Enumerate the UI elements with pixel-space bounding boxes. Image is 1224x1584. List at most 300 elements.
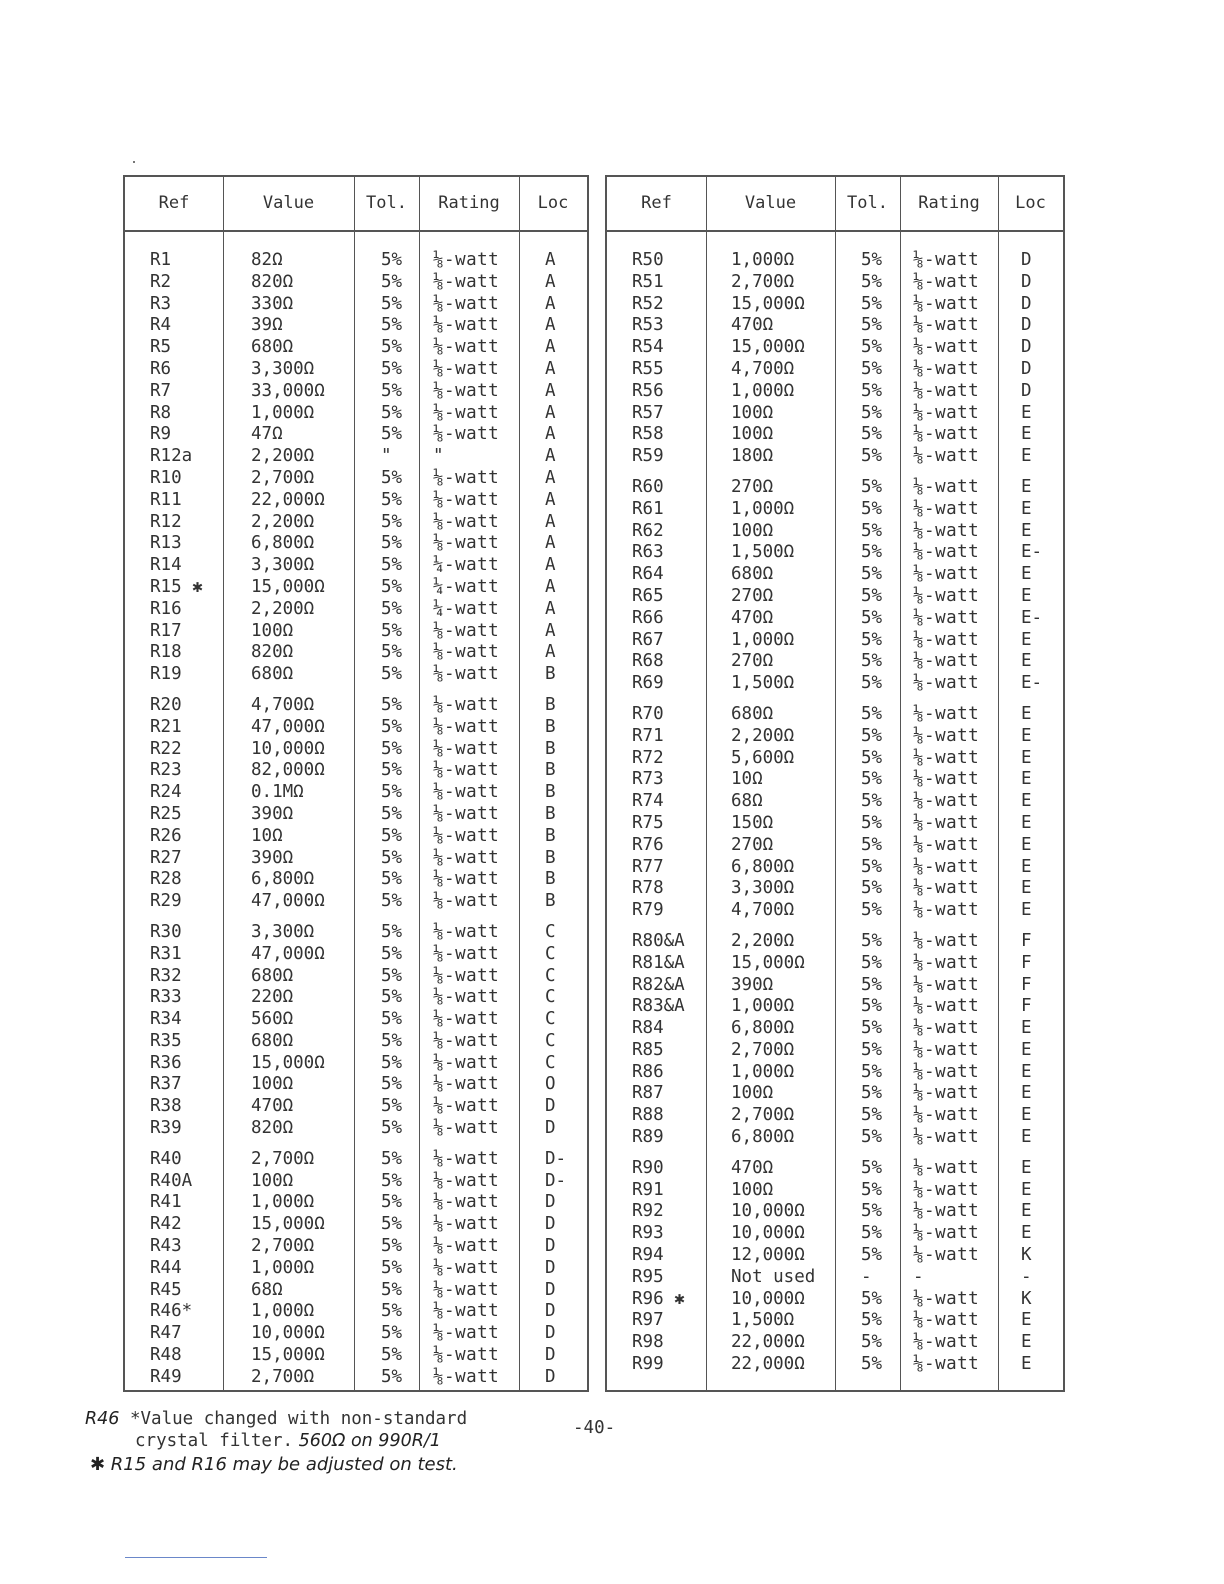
cell-value: 39Ω (251, 315, 283, 336)
row-group (607, 477, 1063, 695)
cell-rating: ⅛-watt (433, 1052, 500, 1073)
cell-tol: 5% (381, 738, 403, 759)
cell-tol: - (861, 1266, 872, 1287)
cell-ref: R81&A (632, 952, 685, 973)
cell-loc: D (1021, 293, 1032, 314)
cell-loc: D (545, 1257, 556, 1278)
cell-tol: 5% (861, 1245, 883, 1266)
header-tol: Tol. (847, 193, 888, 213)
resistor-table-left (123, 175, 589, 1392)
cell-loc: E (1021, 1201, 1032, 1222)
table-row (125, 1323, 587, 1345)
table-row (125, 944, 587, 966)
cell-ref: R68 (632, 651, 664, 672)
cell-ref: R65 (632, 585, 664, 606)
cell-rating: ⅛-watt (913, 791, 980, 812)
cell-rating: ⅛-watt (433, 869, 500, 890)
table-row (607, 835, 1063, 857)
cell-value: 6,800Ω (731, 1127, 795, 1148)
cell-ref: R7 (150, 380, 172, 401)
cell-rating: ⅛-watt (433, 1279, 500, 1300)
cell-tol: 5% (381, 1052, 403, 1073)
cell-rating: ⅛-watt (433, 1345, 500, 1366)
cell-ref: R48 (150, 1345, 182, 1366)
cell-tol: 5% (381, 1096, 403, 1117)
table-row (607, 521, 1063, 543)
cell-loc: D (545, 1279, 556, 1300)
cell-loc: B (545, 694, 556, 715)
cell-ref: R45 (150, 1279, 182, 1300)
cell-value: 820Ω (251, 271, 294, 292)
cell-loc: B (545, 803, 556, 824)
table-row (125, 1031, 587, 1053)
cell-rating: ⅛-watt (433, 489, 500, 510)
cell-ref: R61 (632, 498, 664, 519)
cell-rating: ⅛-watt (433, 738, 500, 759)
cell-ref: R39 (150, 1118, 182, 1139)
cell-loc: E (1021, 1354, 1032, 1375)
cell-loc: C (545, 1030, 556, 1051)
cell-value: 1,000Ω (731, 1061, 795, 1082)
cell-rating: ⅛-watt (433, 1030, 500, 1051)
cell-loc: A (545, 337, 556, 358)
cell-tol: 5% (381, 1118, 403, 1139)
cell-ref: R6 (150, 358, 172, 379)
cell-tol: 5% (861, 1039, 883, 1060)
cell-rating: " (433, 446, 445, 467)
cell-rating: ⅛-watt (433, 760, 500, 781)
cell-value: 2,200Ω (251, 446, 315, 467)
cell-ref: R1 (150, 250, 172, 270)
cell-tol: 5% (861, 1127, 883, 1148)
cell-tol: 5% (861, 607, 883, 628)
cell-value: 2,200Ω (731, 725, 795, 746)
cell-loc: E (1021, 812, 1032, 833)
cell-value: 10,000Ω (251, 1323, 325, 1344)
cell-value: 1,000Ω (251, 1301, 315, 1322)
cell-loc: B (545, 782, 556, 803)
cell-loc: B (545, 825, 556, 846)
table-row (125, 381, 587, 403)
cell-value: 47,000Ω (251, 943, 325, 964)
cell-value: 100Ω (731, 1083, 774, 1104)
cell-ref: R33 (150, 987, 182, 1008)
cell-loc: A (545, 511, 556, 532)
cell-loc: E (1021, 1083, 1032, 1104)
cell-loc: E (1021, 1127, 1032, 1148)
cell-ref: R27 (150, 847, 182, 868)
cell-rating: ⅛-watt (433, 271, 500, 292)
cell-ref: R10 (150, 467, 182, 488)
cell-value: 10,000Ω (731, 1201, 805, 1222)
row-group (125, 695, 587, 913)
cell-rating: ⅛-watt (433, 424, 500, 445)
cell-loc: B (545, 716, 556, 737)
cell-ref: R92 (632, 1201, 664, 1222)
cell-tol: 5% (381, 1366, 403, 1387)
cell-tol: 5% (861, 703, 883, 724)
cell-loc: F (1021, 930, 1032, 951)
table-row (607, 900, 1063, 922)
cell-loc: E (1021, 900, 1032, 921)
cell-ref: R18 (150, 642, 182, 663)
footer-rule (125, 1557, 267, 1558)
cell-loc: D (545, 1192, 556, 1213)
cell-tol: 5% (861, 629, 883, 650)
cell-loc: B (545, 664, 556, 685)
table-row (607, 975, 1063, 997)
cell-ref: R60 (632, 476, 664, 497)
cell-tol: 5% (861, 1157, 883, 1178)
table-row (607, 953, 1063, 975)
table-row (125, 826, 587, 848)
cell-rating: ⅛-watt (433, 987, 500, 1008)
cell-loc: E (1021, 791, 1032, 812)
cell-rating: ⅛-watt (913, 564, 980, 585)
cell-rating: ⅛-watt (913, 607, 980, 628)
table-row (125, 869, 587, 891)
cell-value: 12,000Ω (731, 1245, 805, 1266)
cell-ref: R8 (150, 402, 172, 423)
row-group (125, 250, 587, 686)
cell-loc: A (545, 555, 556, 576)
cell-tol: 5% (381, 1345, 403, 1366)
cell-value: 1,500Ω (731, 1310, 795, 1331)
cell-ref: R96 ✱ (632, 1288, 685, 1309)
cell-value: 1,000Ω (251, 1257, 315, 1278)
cell-rating: ⅛-watt (913, 424, 980, 445)
cell-tol: 5% (861, 747, 883, 768)
cell-loc: D (545, 1323, 556, 1344)
table-row (607, 542, 1063, 564)
cell-rating: ¼-watt (433, 555, 500, 576)
cell-loc: D (545, 1236, 556, 1257)
cell-tol: 5% (381, 642, 403, 663)
cell-tol: 5% (861, 1018, 883, 1039)
cell-loc: E (1021, 747, 1032, 768)
cell-rating: ⅛-watt (913, 769, 980, 790)
table-row (607, 250, 1063, 272)
cell-tol: 5% (381, 555, 403, 576)
table-row (125, 272, 587, 294)
table-row (607, 1310, 1063, 1332)
cell-ref: R25 (150, 803, 182, 824)
cell-value: 680Ω (731, 564, 774, 585)
cell-rating: ⅛-watt (913, 315, 980, 336)
cell-tol: 5% (861, 856, 883, 877)
cell-rating: ⅛-watt (913, 629, 980, 650)
cell-loc: E (1021, 1310, 1032, 1331)
cell-loc: E (1021, 703, 1032, 724)
cell-value: 47Ω (251, 424, 283, 445)
table-row (125, 739, 587, 761)
row-group (607, 1158, 1063, 1376)
cell-rating: ⅛-watt (433, 921, 500, 942)
cell-value: 68Ω (731, 791, 763, 812)
cell-tol: 5% (381, 1030, 403, 1051)
cell-loc: D (545, 1118, 556, 1139)
cell-loc: - (1021, 1266, 1032, 1287)
table-row (125, 555, 587, 577)
table-row (125, 966, 587, 988)
cell-ref: R41 (150, 1192, 182, 1213)
cell-value: 15,000Ω (251, 576, 325, 597)
cell-rating: ⅛-watt (913, 1179, 980, 1200)
table-row (125, 695, 587, 717)
table-row (607, 769, 1063, 791)
cell-loc: D (545, 1301, 556, 1322)
cell-value: 270Ω (731, 585, 774, 606)
cell-value: 15,000Ω (251, 1052, 325, 1073)
header-ref: Ref (641, 193, 672, 213)
table-row (125, 891, 587, 913)
cell-value: 2,700Ω (731, 1105, 795, 1126)
table-row (125, 1367, 587, 1389)
cell-ref: R40 (150, 1148, 182, 1169)
cell-tol: 5% (861, 520, 883, 541)
table-body (125, 250, 587, 1389)
cell-tol: 5% (861, 424, 883, 445)
cell-tol: 5% (861, 974, 883, 995)
cell-tol: 5% (861, 725, 883, 746)
cell-value: 330Ω (251, 293, 294, 314)
cell-tol: 5% (381, 293, 403, 314)
cell-tol: 5% (861, 402, 883, 423)
cell-tol: 5% (381, 760, 403, 781)
cell-ref: R49 (150, 1366, 182, 1387)
cell-loc: E- (1021, 673, 1043, 694)
cell-loc: C (545, 1052, 556, 1073)
cell-value: 470Ω (251, 1096, 294, 1117)
cell-value: 1,000Ω (731, 629, 795, 650)
cell-rating: ⅛-watt (913, 673, 980, 694)
cell-value: 1,000Ω (731, 250, 795, 270)
table-row (607, 1018, 1063, 1040)
cell-rating: ⅛-watt (433, 1074, 500, 1095)
table-row (607, 315, 1063, 337)
cell-tol: 5% (861, 651, 883, 672)
cell-value: 680Ω (251, 337, 294, 358)
cell-rating: ⅛-watt (913, 476, 980, 497)
cell-loc: A (545, 467, 556, 488)
cell-rating: ⅛-watt (913, 337, 980, 358)
cell-rating: ⅛-watt (913, 725, 980, 746)
cell-loc: A (545, 533, 556, 554)
cell-rating: ⅛-watt (433, 694, 500, 715)
cell-value: 680Ω (251, 1030, 294, 1051)
cell-tol: 5% (381, 358, 403, 379)
cell-rating: ⅛-watt (913, 1245, 980, 1266)
cell-tol: 5% (861, 1061, 883, 1082)
cell-ref: R84 (632, 1018, 664, 1039)
cell-ref: R90 (632, 1157, 664, 1178)
cell-ref: R35 (150, 1030, 182, 1051)
cell-tol: 5% (861, 564, 883, 585)
cell-tol: 5% (381, 782, 403, 803)
cell-rating: ⅛-watt (913, 542, 980, 563)
cell-value: 4,700Ω (731, 900, 795, 921)
cell-rating: ⅛-watt (433, 533, 500, 554)
table-row (607, 337, 1063, 359)
cell-tol: 5% (381, 1236, 403, 1257)
cell-tol: 5% (381, 716, 403, 737)
cell-rating: ⅛-watt (913, 446, 980, 467)
table-row (125, 782, 587, 804)
cell-ref: R36 (150, 1052, 182, 1073)
cell-value: 15,000Ω (251, 1345, 325, 1366)
cell-ref: R20 (150, 694, 182, 715)
cell-rating: ⅛-watt (433, 664, 500, 685)
cell-value: 2,700Ω (251, 1366, 315, 1387)
table-row (607, 272, 1063, 294)
cell-loc: E (1021, 402, 1032, 423)
cell-rating: ⅛-watt (433, 1118, 500, 1139)
cell-tol: 5% (861, 1201, 883, 1222)
cell-tol: 5% (381, 965, 403, 986)
cell-rating: ⅛-watt (913, 271, 980, 292)
table-row (607, 748, 1063, 770)
cell-value: 390Ω (251, 803, 294, 824)
cell-value: 15,000Ω (731, 337, 805, 358)
cell-rating: ⅛-watt (433, 642, 500, 663)
cell-tol: 5% (861, 585, 883, 606)
cell-value: 820Ω (251, 642, 294, 663)
cell-loc: D (1021, 250, 1032, 270)
table-row (607, 564, 1063, 586)
header-ref: Ref (158, 193, 190, 213)
cell-rating: ⅛-watt (433, 250, 500, 270)
cell-tol: 5% (381, 1009, 403, 1030)
cell-ref: R99 (632, 1354, 664, 1375)
cell-rating: ⅛-watt (433, 1009, 500, 1030)
cell-rating: ⅛-watt (433, 943, 500, 964)
cell-value: 6,800Ω (731, 1018, 795, 1039)
cell-tol: 5% (381, 1170, 403, 1191)
cell-loc: C (545, 921, 556, 942)
cell-tol: 5% (861, 446, 883, 467)
cell-loc: D (545, 1214, 556, 1235)
cell-rating: ⅛-watt (433, 1096, 500, 1117)
cell-loc: A (545, 620, 556, 641)
cell-tol: 5% (861, 358, 883, 379)
cell-loc: B (545, 738, 556, 759)
cell-rating: ⅛-watt (913, 952, 980, 973)
table-row (125, 512, 587, 534)
cell-value: 0.1MΩ (251, 782, 304, 803)
cell-ref: R70 (632, 703, 664, 724)
cell-ref: R16 (150, 598, 182, 619)
cell-rating: ⅛-watt (433, 965, 500, 986)
cell-loc: E- (1021, 542, 1043, 563)
cell-tol: 5% (861, 498, 883, 519)
cell-tol: 5% (381, 598, 403, 619)
cell-loc: B (545, 891, 556, 912)
cell-tol: 5% (861, 542, 883, 563)
cell-loc: E (1021, 1061, 1032, 1082)
header-rating: Rating (438, 193, 500, 213)
footnote-text: crystal filter. (135, 1431, 294, 1451)
cell-value: 180Ω (731, 446, 774, 467)
cell-tol: 5% (381, 315, 403, 336)
cell-tol: 5% (861, 900, 883, 921)
cell-rating: ¼-watt (433, 598, 500, 619)
cell-rating: ⅛-watt (433, 782, 500, 803)
cell-ref: R17 (150, 620, 182, 641)
cell-loc: D (1021, 337, 1032, 358)
cell-value: 22,000Ω (251, 489, 325, 510)
cell-ref: R83&A (632, 996, 685, 1017)
cell-ref: R97 (632, 1310, 664, 1331)
cell-rating: ⅛-watt (913, 930, 980, 951)
cell-tol: 5% (381, 1214, 403, 1235)
cell-rating: ⅛-watt (913, 974, 980, 995)
table-row (125, 804, 587, 826)
table-row (125, 1009, 587, 1031)
cell-loc: E (1021, 1018, 1032, 1039)
cell-value: 560Ω (251, 1009, 294, 1030)
table-row (607, 1127, 1063, 1149)
cell-loc: A (545, 358, 556, 379)
cell-rating: ⅛-watt (913, 1288, 980, 1309)
cell-value: 2,700Ω (731, 1039, 795, 1060)
cell-loc: E (1021, 446, 1032, 467)
cell-rating: ⅛-watt (913, 1039, 980, 1060)
cell-loc: E (1021, 498, 1032, 519)
table-row (125, 1074, 587, 1096)
cell-ref: R52 (632, 293, 664, 314)
cell-ref: R50 (632, 250, 664, 270)
cell-ref: R21 (150, 716, 182, 737)
table-row (125, 1118, 587, 1140)
cell-loc: E (1021, 651, 1032, 672)
cell-rating: ⅛-watt (433, 803, 500, 824)
cell-value: 5,600Ω (731, 747, 795, 768)
cell-tol: 5% (381, 891, 403, 912)
cell-value: 270Ω (731, 834, 774, 855)
header-loc: Loc (537, 193, 569, 213)
cell-tol: 5% (861, 1223, 883, 1244)
table-row (607, 608, 1063, 630)
cell-value: 47,000Ω (251, 891, 325, 912)
cell-ref: R77 (632, 856, 664, 877)
cell-value: 100Ω (731, 1179, 774, 1200)
handwritten-note: 560Ω on 990R/1 (293, 1431, 441, 1451)
cell-loc: D (545, 1345, 556, 1366)
cell-loc: A (545, 293, 556, 314)
table-row (607, 403, 1063, 425)
table-row (125, 577, 587, 599)
cell-value: 470Ω (731, 1157, 774, 1178)
cell-value: 3,300Ω (251, 555, 315, 576)
cell-value: 15,000Ω (251, 1214, 325, 1235)
cell-ref: R34 (150, 1009, 182, 1030)
cell-value: 390Ω (251, 847, 294, 868)
cell-loc: D (1021, 271, 1032, 292)
cell-rating: ⅛-watt (433, 380, 500, 401)
cell-ref: R94 (632, 1245, 664, 1266)
row-group (125, 1149, 587, 1389)
table-row (125, 664, 587, 686)
cell-ref: R22 (150, 738, 182, 759)
header-tol: Tol. (366, 193, 407, 213)
cell-value: 470Ω (731, 315, 774, 336)
cell-value: 1,000Ω (731, 380, 795, 401)
cell-loc: C (545, 987, 556, 1008)
table-row (607, 381, 1063, 403)
cell-ref: R86 (632, 1061, 664, 1082)
cell-rating: ⅛-watt (913, 812, 980, 833)
row-group (607, 704, 1063, 922)
